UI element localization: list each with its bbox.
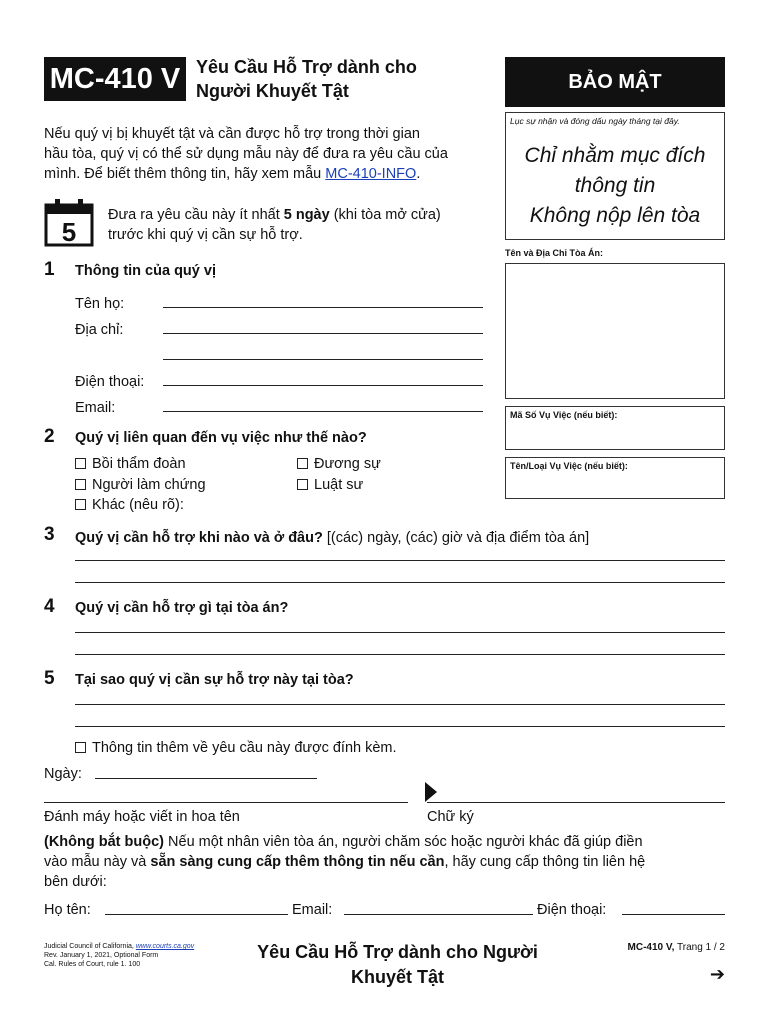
section5-number: 5 <box>44 668 55 689</box>
print-name-label: Đánh máy hoặc viết in hoa tên <box>44 809 240 825</box>
footer-title-line2: Khuyết Tật <box>350 967 444 987</box>
section4-answer-line2[interactable] <box>75 654 725 655</box>
page-number: Trang 1 / 2 <box>674 942 725 953</box>
attached-checkbox[interactable] <box>75 742 86 753</box>
juror-label: Bồi thẩm đoàn <box>92 456 186 472</box>
other-checkbox[interactable] <box>75 499 86 510</box>
other-label: Khác (nêu rõ): <box>92 497 184 513</box>
attached-option[interactable] <box>75 738 397 758</box>
case-name-field[interactable] <box>505 457 725 499</box>
footer-title <box>225 940 570 990</box>
name-field[interactable] <box>163 307 483 308</box>
helper-name-label: Họ tên: <box>44 902 91 918</box>
stamp-line1: Chỉ nhằm mục đích <box>524 144 706 167</box>
helper-email-label: Email: <box>292 902 333 918</box>
section5-answer-line1[interactable] <box>75 704 725 705</box>
calendar-line1-text: Đưa ra yêu cầu này ít nhất <box>108 207 284 223</box>
calendar-number: 5 <box>61 217 77 247</box>
option-party[interactable] <box>297 454 381 474</box>
stamp-hint: Lục sự nhận và đóng dấu ngày tháng tại đây. <box>510 116 680 126</box>
section5-answer-line2[interactable] <box>75 726 725 727</box>
email-label: Email: <box>75 400 116 416</box>
form-title-line1: Yêu Cầu Hỗ Trợ dành cho <box>196 57 417 77</box>
signature-arrow-icon <box>425 782 437 802</box>
helper-name-field[interactable] <box>105 914 288 915</box>
footer-rule: Cal. Rules of Court, rule 1. 100 <box>44 961 141 968</box>
print-name-field[interactable] <box>44 802 408 803</box>
section3-number: 3 <box>44 524 55 545</box>
section2-number: 2 <box>44 426 55 447</box>
section3-detail: [(các) ngày, (các) giờ và địa điểm tòa án] <box>322 530 590 546</box>
form-title <box>196 55 417 103</box>
page-indicator <box>600 942 725 953</box>
helper-phone-field[interactable] <box>622 914 725 915</box>
case-number-field[interactable] <box>505 406 725 450</box>
phone-field[interactable] <box>163 385 483 386</box>
helper-email-field[interactable] <box>344 914 533 915</box>
signature-label: Chữ ký <box>427 809 474 825</box>
intro-line2: hầu tòa, quý vị có thể sử dụng mẫu này để đưa ra yêu cầu của <box>44 146 448 162</box>
attorney-checkbox[interactable] <box>297 479 308 490</box>
phone-label: Điện thoại: <box>75 374 145 390</box>
optional-line3: bên dưới: <box>44 874 107 890</box>
stamp-line2: thông tin <box>574 174 656 197</box>
footer-legal <box>44 942 234 969</box>
optional-line1 <box>44 832 734 852</box>
date-field[interactable] <box>95 778 317 779</box>
section2-title: Quý vị liên quan đến vụ việc như thế nào? <box>75 430 367 446</box>
footer-council <box>44 942 234 951</box>
option-witness[interactable] <box>75 475 206 495</box>
confidential-banner: BẢO MẬT <box>505 57 725 107</box>
attached-label: Thông tin thêm về yêu cầu này được đính kèm. <box>92 740 397 756</box>
calendar-notice <box>108 205 498 245</box>
section4-number: 4 <box>44 596 55 617</box>
email-field[interactable] <box>163 411 483 412</box>
stamp-notice <box>506 141 724 231</box>
address-field-line2[interactable] <box>163 359 483 360</box>
optional-emphasis: sẵn sàng cung cấp thêm thông tin nếu cần <box>150 854 445 870</box>
option-juror[interactable] <box>75 454 186 474</box>
section3-question: Quý vị cần hỗ trợ khi nào và ở đâu? <box>75 530 323 546</box>
mc-410-info-link[interactable]: MC-410-INFO <box>325 166 417 182</box>
party-checkbox[interactable] <box>297 458 308 469</box>
court-name-field[interactable] <box>505 263 725 399</box>
footer-revision: Rev. January 1, 2021, Optional Form <box>44 952 159 959</box>
optional-tag: (Không bắt buộc) <box>44 834 165 850</box>
juror-checkbox[interactable] <box>75 458 86 469</box>
section3-answer-line2[interactable] <box>75 582 725 583</box>
court-name-label: Tên và Địa Chỉ Tòa Án: <box>505 248 604 258</box>
date-label: Ngày: <box>44 766 82 782</box>
form-title-line2: Người Khuyết Tật <box>196 81 349 101</box>
optional-helper-paragraph <box>44 832 734 892</box>
next-page-arrow-icon[interactable]: ➔ <box>709 964 725 985</box>
attorney-label: Luật sư <box>314 477 364 493</box>
optional-line2-text: vào mẫu này và <box>44 854 151 870</box>
form-id-badge: MC-410 V <box>44 57 186 101</box>
calendar-days: 5 ngày <box>283 207 330 223</box>
case-name-label: Tên/Loại Vụ Việc (nếu biết): <box>510 461 628 471</box>
witness-label: Người làm chứng <box>92 477 206 493</box>
optional-line1-text: Nếu một nhân viên tòa án, người chăm sóc hoặc người khác đã giúp điền <box>164 834 643 850</box>
section5-title: Tại sao quý vị cần sự hỗ trợ này tại tòa? <box>75 672 354 688</box>
stamp-line3: Không nộp lên tòa <box>529 204 701 227</box>
case-number-label: Mã Số Vụ Việc (nếu biết): <box>510 410 618 420</box>
section3-title <box>75 528 589 548</box>
section4-title: Quý vị cần hỗ trợ gì tại tòa án? <box>75 600 289 616</box>
section1-number: 1 <box>44 259 55 280</box>
calendar-line2: trước khi quý vị cần sự hỗ trợ. <box>108 227 303 243</box>
footer-council-text: Judicial Council of California, <box>44 943 136 950</box>
optional-line2-end: , hãy cung cấp thông tin liên hệ <box>444 854 646 870</box>
intro-line3-text: mình. Để biết thêm thông tin, hãy xem mẫu <box>44 166 326 182</box>
helper-phone-label: Điện thoại: <box>537 902 607 918</box>
party-label: Đương sự <box>314 456 381 472</box>
address-label: Địa chỉ: <box>75 322 124 338</box>
signature-field[interactable] <box>427 802 725 803</box>
optional-line2 <box>44 852 734 872</box>
courts-website-link[interactable]: www.courts.ca.gov <box>135 943 195 950</box>
section4-answer-line1[interactable] <box>75 632 725 633</box>
intro-line1: Nếu quý vị bị khuyết tật và cần được hỗ trợ trong thời gian <box>44 126 420 142</box>
clerk-stamp-box <box>505 112 725 240</box>
calendar-icon <box>44 197 94 247</box>
footer-title-line1: Yêu Cầu Hỗ Trợ dành cho Người <box>257 942 538 962</box>
name-label: Tên họ: <box>75 296 125 312</box>
option-other[interactable] <box>75 495 184 515</box>
footer-form-id: MC-410 V, <box>627 942 675 953</box>
intro-paragraph <box>44 124 499 184</box>
witness-checkbox[interactable] <box>75 479 86 490</box>
section3-answer-line1[interactable] <box>75 560 725 561</box>
address-field-line1[interactable] <box>163 333 483 334</box>
calendar-line1-end: (khi tòa mở cửa) <box>329 207 441 223</box>
section1-title: Thông tin của quý vị <box>75 263 216 279</box>
intro-line3 <box>44 164 499 184</box>
calendar-line1 <box>108 205 498 225</box>
option-attorney[interactable] <box>297 475 363 495</box>
intro-line3-end: . <box>416 166 421 182</box>
